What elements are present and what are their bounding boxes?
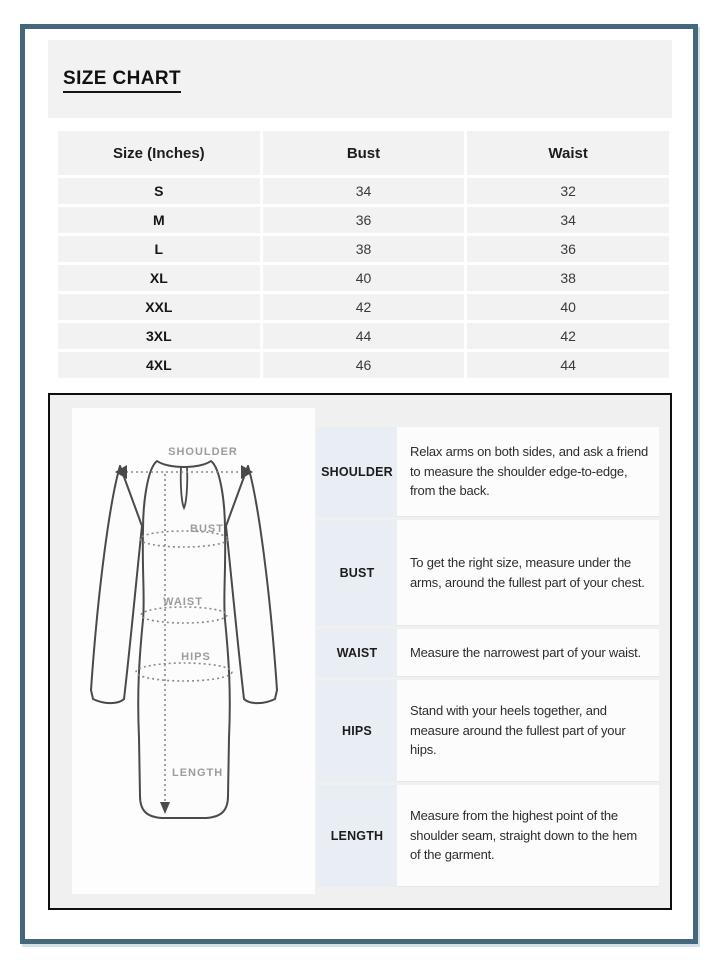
measure-description xyxy=(397,680,659,782)
waist-cell: 36 xyxy=(467,236,669,262)
dress-body xyxy=(138,461,230,818)
dress-left-sleeve xyxy=(91,466,142,703)
measure-row-bust xyxy=(317,520,659,626)
measure-label: LENGTH xyxy=(317,785,397,887)
table-row xyxy=(58,265,669,291)
bust-cell: 42 xyxy=(263,294,465,320)
waist-cell: 32 xyxy=(467,178,669,204)
figure-label-length: LENGTH xyxy=(172,767,224,779)
measure-description-text: Measure from the highest point of the shoulder seam, straight down to the hem of the garment. xyxy=(410,808,638,863)
dress-right-sleeve xyxy=(226,466,277,703)
measure-description xyxy=(397,785,659,887)
title-box xyxy=(48,40,672,118)
bust-cell: 44 xyxy=(263,323,465,349)
column-header-size: Size (Inches) xyxy=(58,131,260,175)
measure-description-text: To get the right size, measure under the arms, around the fullest part of your chest. xyxy=(410,555,645,590)
size-table xyxy=(55,128,672,381)
table-row xyxy=(58,323,669,349)
table-row xyxy=(58,178,669,204)
measure-description xyxy=(397,629,659,677)
measure-description xyxy=(397,520,659,626)
measure-description-text: Measure the narrowest part of your waist. xyxy=(410,644,641,660)
measure-label: BUST xyxy=(317,520,397,626)
figure-label-shoulder: SHOULDER xyxy=(168,446,238,458)
table-row xyxy=(58,207,669,233)
bust-cell: 46 xyxy=(263,352,465,378)
size-table-header-row xyxy=(58,131,669,175)
size-cell: M xyxy=(58,207,260,233)
measure-instructions-table xyxy=(317,427,659,890)
size-table-section xyxy=(55,128,672,381)
size-cell: XXL xyxy=(58,294,260,320)
table-row xyxy=(58,352,669,378)
figure-label-waist: WAIST xyxy=(163,596,203,608)
bust-cell: 38 xyxy=(263,236,465,262)
bust-cell: 40 xyxy=(263,265,465,291)
measure-row-shoulder xyxy=(317,427,659,517)
measurement-guide-box xyxy=(48,393,672,910)
measure-description-text: Stand with your heels together, and measure around the fullest part of your hips. xyxy=(410,703,626,758)
measure-label: HIPS xyxy=(317,680,397,782)
size-cell: 3XL xyxy=(58,323,260,349)
column-header-bust: Bust xyxy=(263,131,465,175)
table-row xyxy=(58,236,669,262)
page-title: SIZE CHART xyxy=(63,68,181,90)
measure-description-text: Relax arms on both sides, and ask a friend to measure the shoulder edge-to-edge, from the back. xyxy=(410,444,649,499)
waist-cell: 42 xyxy=(467,323,669,349)
size-cell: XL xyxy=(58,265,260,291)
measure-row-length xyxy=(317,785,659,887)
figure-label-bust: BUST xyxy=(190,523,224,535)
measure-row-waist xyxy=(317,629,659,677)
size-cell: S xyxy=(58,178,260,204)
column-header-waist: Waist xyxy=(467,131,669,175)
table-row xyxy=(58,294,669,320)
figure-label-hips: HIPS xyxy=(181,651,211,663)
waist-cell: 38 xyxy=(467,265,669,291)
garment-figure-panel xyxy=(72,408,315,894)
size-cell: 4XL xyxy=(58,352,260,378)
waist-cell: 44 xyxy=(467,352,669,378)
size-cell: L xyxy=(58,236,260,262)
measure-row-hips xyxy=(317,680,659,782)
waist-cell: 34 xyxy=(467,207,669,233)
measure-label: SHOULDER xyxy=(317,427,397,517)
bust-cell: 34 xyxy=(263,178,465,204)
measure-label: WAIST xyxy=(317,629,397,677)
dress-diagram xyxy=(72,408,315,894)
waist-cell: 40 xyxy=(467,294,669,320)
measure-description xyxy=(397,427,659,517)
bust-cell: 36 xyxy=(263,207,465,233)
